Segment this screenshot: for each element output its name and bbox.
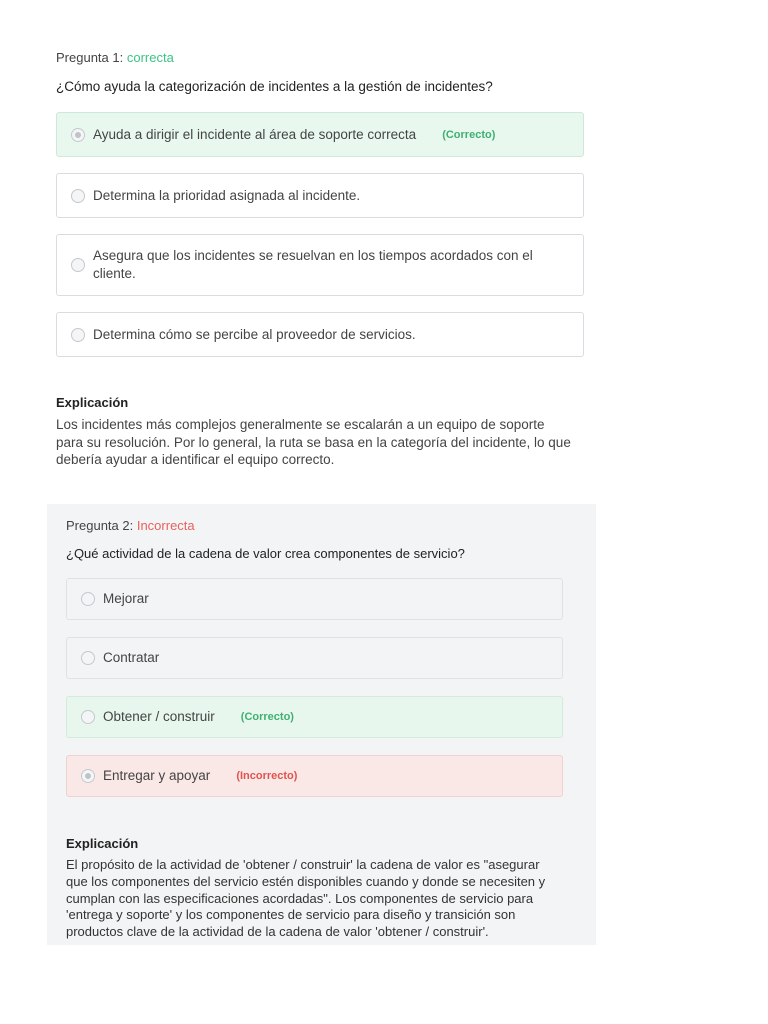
incorrect-tag: (Incorrecto) [236, 770, 298, 782]
radio-icon[interactable] [71, 258, 85, 272]
option-text: Entregar y apoyar [103, 768, 211, 783]
question-2-option-2[interactable] [66, 637, 563, 679]
radio-selected-icon[interactable] [71, 128, 85, 142]
question-1-text: ¿Cómo ayuda la categorización de incidentes a la gestión de incidentes? [56, 79, 493, 94]
question-1-option-3[interactable] [56, 234, 584, 296]
question-1-header [56, 48, 584, 68]
radio-icon[interactable] [71, 328, 85, 342]
question-1-status: correcta [126, 50, 174, 65]
question-1-explanation-title: Explicación [56, 395, 129, 410]
option-text: Ayuda a dirigir el incidente al área de soporte correcta [93, 126, 417, 142]
question-1-label: Pregunta 1: [56, 50, 124, 65]
question-2-status: Incorrecta [136, 518, 195, 533]
option-text: Contratar [103, 650, 160, 665]
question-2-option-1[interactable] [66, 578, 563, 620]
question-2-header [66, 516, 563, 536]
option-text: Determina la prioridad asignada al incidente. [93, 187, 361, 203]
radio-icon[interactable] [81, 592, 95, 606]
radio-icon[interactable] [81, 710, 95, 724]
question-1-option-2[interactable] [56, 173, 584, 218]
question-1 [56, 48, 584, 469]
option-text: Obtener / construir [103, 709, 215, 724]
correct-tag: (Correcto) [442, 128, 496, 141]
correct-tag: (Correcto) [240, 711, 294, 723]
question-2-label: Pregunta 2: [66, 518, 134, 533]
question-2-explanation-title: Explicación [66, 836, 139, 851]
question-1-option-4[interactable] [56, 312, 584, 357]
option-text: Mejorar [103, 591, 149, 606]
question-2-explanation: El propósito de la actividad de 'obtener / construir' la cadena de valor es "asegurar que los componentes del servicio estén disponibles cuando y donde se necesiten y cumplan con las especificaciones acordadas". Los componentes de servicio para 'entrega y soporte' y los componentes de servicio para diseño y transición son productos clave de la actividad de la cadena de valor 'obtener / construir'. [66, 857, 546, 940]
radio-icon[interactable] [71, 189, 85, 203]
radio-icon[interactable] [81, 651, 95, 665]
question-1-option-1[interactable] [56, 112, 584, 157]
question-1-explanation: Los incidentes más complejos generalmente se escalarán a un equipo de soporte para su resolución. Por lo general, la ruta se basa en la categoría del incidente, lo que debería ayudar a identificar el equipo correcto. [56, 417, 571, 467]
radio-selected-icon[interactable] [81, 769, 95, 783]
option-text: Determina cómo se percibe al proveedor de servicios. [93, 326, 416, 342]
question-2 [47, 504, 596, 945]
question-2-option-3[interactable] [66, 696, 563, 738]
option-text: Asegura que los incidentes se resuelvan en los tiempos acordados con el cliente. [93, 248, 533, 281]
question-2-text: ¿Qué actividad de la cadena de valor crea componentes de servicio? [66, 546, 465, 561]
question-2-option-4[interactable] [66, 755, 563, 797]
